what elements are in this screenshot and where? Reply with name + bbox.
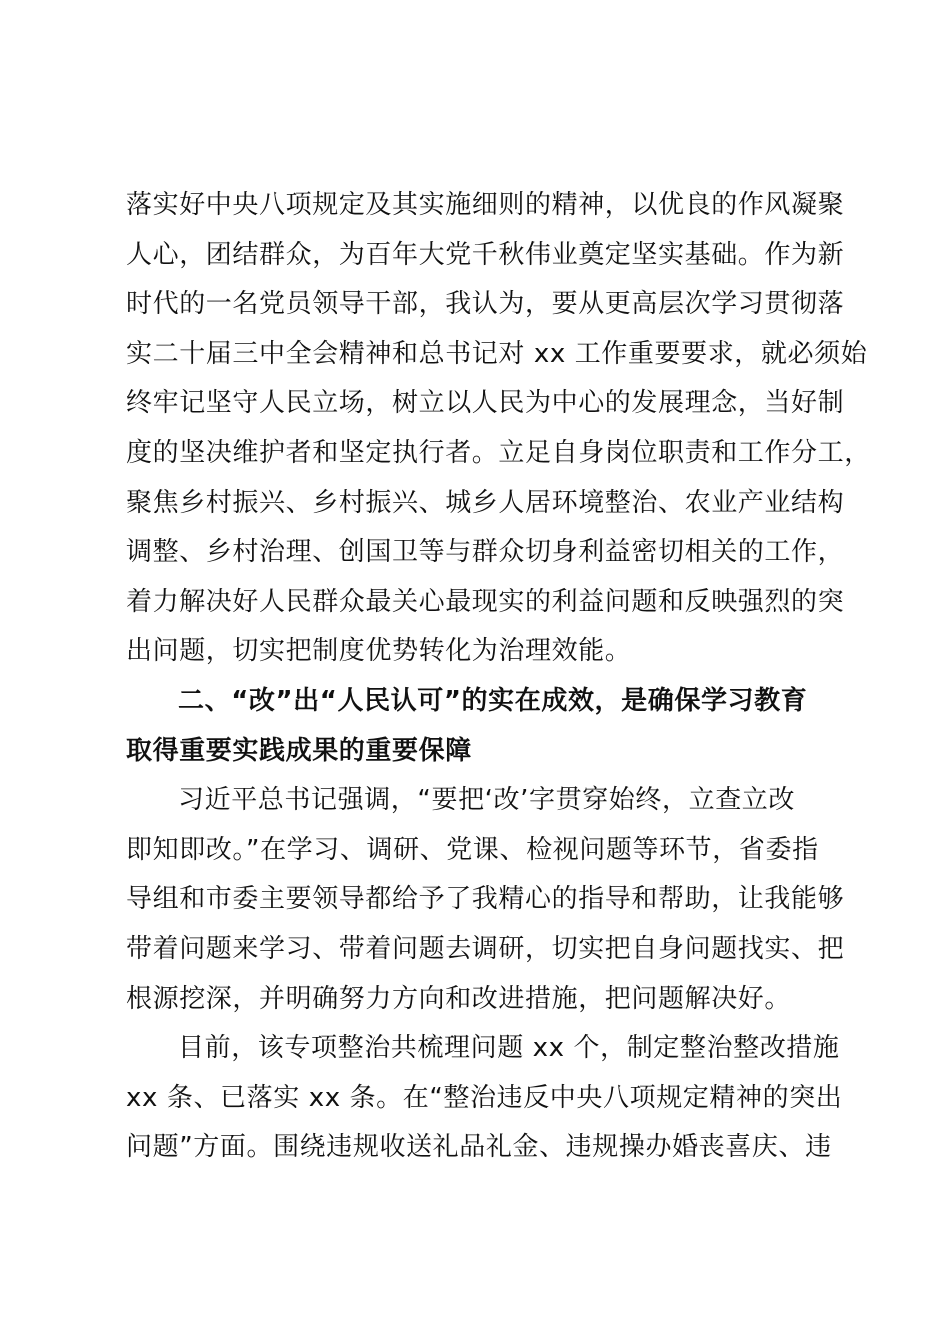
section-heading: 二、“改”出“人民认可”的实在成效，是确保学习教育 bbox=[178, 685, 808, 716]
body-line: 调整、乡村治理、创国卫等与群众切身利益密切相关的工作， bbox=[126, 537, 845, 568]
body-line: 带着问题来学习、带着问题去调研，切实把自身问题找实、把 bbox=[126, 933, 845, 964]
body-line: 出问题，切实把制度优势转化为治理效能。 bbox=[126, 636, 632, 667]
body-line: 根源挖深，并明确努力方向和改进措施，把问题解决好。 bbox=[126, 983, 792, 1014]
paragraph-first-line: 习近平总书记强调，“要把‘改’字贯穿始终，立查立改 bbox=[178, 785, 795, 816]
document-body bbox=[126, 181, 871, 1173]
body-line: 终牢记坚守人民立场，树立以人民为中心的发展理念，当好制 bbox=[126, 388, 845, 419]
body-line: 人心，团结群众，为百年大党千秋伟业奠定坚实基础。作为新 bbox=[126, 239, 845, 270]
body-line: 实二十届三中全会精神和总书记对 xx 工作重要要求，就必须始 bbox=[126, 338, 868, 369]
body-line: 度的坚决维护者和坚定执行者。立足自身岗位职责和工作分工， bbox=[126, 437, 871, 468]
section-heading-continued: 取得重要实践成果的重要保障 bbox=[126, 735, 472, 766]
body-line: 即知即改。”在学习、调研、党课、检视问题等环节，省委指 bbox=[126, 834, 819, 865]
body-line: 导组和市委主要领导都给予了我精心的指导和帮助，让我能够 bbox=[126, 884, 845, 915]
body-line: 聚焦乡村振兴、乡村振兴、城乡人居环境整治、农业产业结构 bbox=[126, 487, 845, 518]
body-line: 着力解决好人民群众最关心最现实的利益问题和反映强烈的突 bbox=[126, 586, 845, 617]
body-line: 问题”方面。围绕违规收送礼品礼金、违规操办婚丧喜庆、违 bbox=[126, 1132, 832, 1163]
paragraph-first-line: 目前，该专项整治共梳理问题 xx 个，制定整治整改措施 bbox=[178, 1033, 840, 1064]
body-line: 时代的一名党员领导干部，我认为，要从更高层次学习贯彻落 bbox=[126, 289, 845, 320]
body-line: xx 条、已落实 xx 条。在“整治违反中央八项规定精神的突出 bbox=[126, 1082, 843, 1113]
body-line: 落实好中央八项规定及其实施细则的精神，以优良的作风凝聚 bbox=[126, 190, 845, 220]
